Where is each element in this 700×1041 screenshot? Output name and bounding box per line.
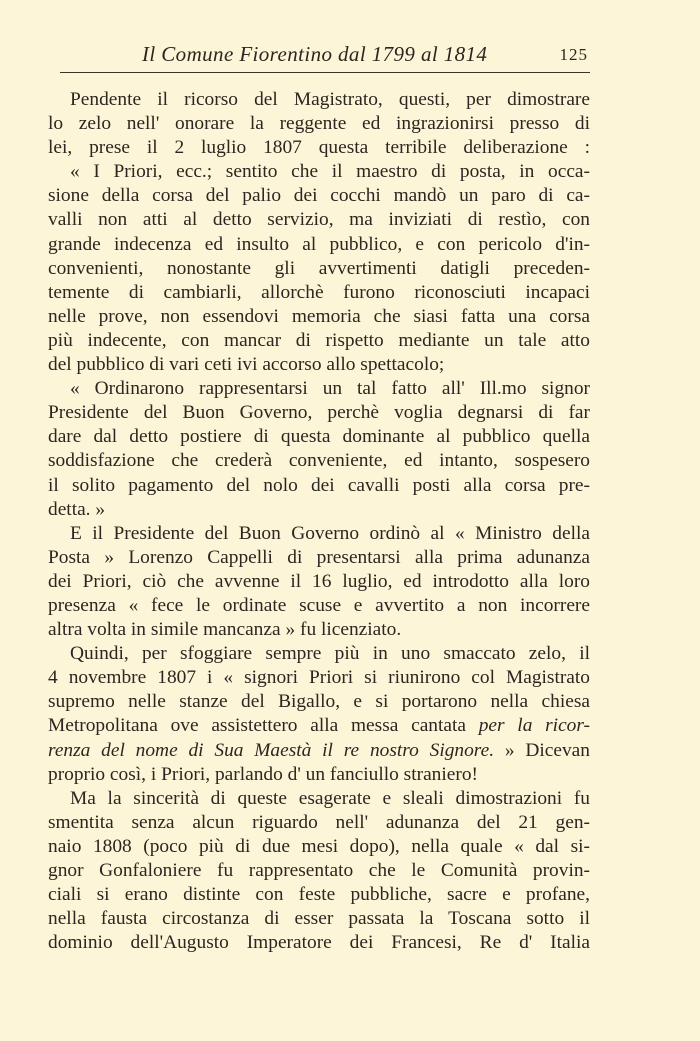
line-text: altra volta in simile mancanza » fu licenziato. [48, 619, 402, 641]
text-line [48, 690, 590, 714]
text-line [48, 546, 590, 570]
text-line [48, 787, 590, 811]
text-line [48, 931, 590, 955]
text-line [48, 498, 590, 522]
text-line [48, 642, 590, 666]
text-line [48, 377, 590, 401]
page-header [60, 42, 590, 72]
text-line [48, 88, 590, 112]
text-line [48, 739, 590, 763]
text-line [48, 449, 590, 473]
text-line [48, 835, 590, 859]
line-text: grande indecenza ed insulto al pubblico, e con pericolo d'in- [48, 233, 590, 255]
text-line [48, 401, 590, 425]
line-text: dare dal detto postiere di questa dominante al pubblico quella [48, 426, 590, 448]
line-text: temente di cambiarli, allorchè furono riconosciuti incapaci [48, 281, 590, 303]
line-text: Pendente il ricorso del Magistrato, questi, per dimostrare [70, 89, 590, 110]
text-line [48, 666, 590, 690]
line-text: Quindi, per sfoggiare sempre più in uno smaccato zelo, il [70, 643, 590, 665]
text-line [48, 305, 590, 329]
text-line [48, 811, 590, 835]
text-line [48, 329, 590, 353]
line-text: nelle prove, non essendovi memoria che siasi fatta una corsa [48, 305, 590, 327]
text-line [48, 594, 590, 618]
line-text: dei Priori, ciò che avvenne il 16 luglio, ed introdotto alla loro [48, 570, 590, 592]
line-text: proprio così, i Priori, parlando d' un fanciullo straniero! [48, 763, 478, 785]
text-line [48, 233, 590, 257]
text-line [48, 281, 590, 305]
line-text: convenienti, nonostante gli avvertimenti datigli preceden- [48, 257, 590, 279]
line-text: del pubblico di vari ceti ivi accorso allo spettacolo; [48, 354, 445, 376]
line-text: nella fausta circostanza di esser passata la Toscana sotto il [48, 908, 590, 930]
text-line [48, 570, 590, 594]
text-line [48, 425, 590, 449]
text-line [48, 257, 590, 281]
italic-text: renza del nome di Sua Maestà il re nostro Signore. [48, 739, 495, 761]
line-text: detta. » [48, 498, 106, 520]
text-line [48, 618, 590, 642]
text-line [48, 474, 590, 498]
line-text: naio 1808 (poco più di due mesi dopo), nella quale « dal si- [48, 835, 590, 857]
line-text: Presidente del Buon Governo, perchè voglia degnarsi di far [48, 402, 590, 424]
line-text: « Ordinarono rappresentarsi un tal fatto all' Ill.mo signor [70, 378, 590, 400]
body-text [48, 88, 590, 955]
line-text: presenza « fece le ordinate scuse e avvertito a non incorrere [48, 594, 590, 616]
text-line [48, 883, 590, 907]
text-line [48, 353, 590, 377]
text-line [48, 907, 590, 931]
running-title: Il Comune Fiorentino dal 1799 al 1814 [142, 42, 488, 66]
italic-text: per la ricor- [478, 715, 590, 737]
line-text: Metropolitana ove assistettero alla messa cantata [48, 715, 479, 737]
line-text: lo zelo nell' onorare la reggente ed ingrazionirsi presso di [48, 113, 590, 135]
line-text: soddisfazione che crederà conveniente, ed intanto, sospesero [48, 450, 590, 472]
line-text: smentita senza alcun riguardo nell' adunanza del 21 gen- [48, 811, 590, 833]
line-text: ciali si erano distinte con feste pubbliche, sacre e profane, [48, 884, 590, 906]
line-text: valli non atti al detto servizio, ma inviziati di restìo, con [48, 209, 590, 231]
line-text: « I Priori, ecc.; sentito che il maestro di posta, in occa- [70, 161, 590, 183]
line-text: gnor Gonfaloniere fu rappresentato che le Comunità provin- [48, 860, 590, 881]
line-text-after: » Dicevan [494, 739, 590, 761]
page-number: 125 [559, 45, 588, 64]
line-text: il solito pagamento del nolo dei cavalli posti alla corsa pre- [48, 474, 590, 496]
line-text: Ma la sincerità di queste esagerate e sleali dimostrazioni fu [70, 787, 590, 809]
line-text: E il Presidente del Buon Governo ordinò al « Ministro della [70, 522, 590, 544]
text-line [48, 714, 590, 738]
line-text: supremo nelle stanze del Bigallo, e si portarono nella chiesa [48, 691, 590, 713]
text-line [48, 763, 590, 787]
text-line [48, 522, 590, 546]
text-line [48, 112, 590, 136]
text-line [48, 859, 590, 883]
line-text: lei, prese il 2 luglio 1807 questa terribile deliberazione : [48, 137, 590, 159]
text-line [48, 136, 590, 160]
line-text: sione della corsa del palio dei cocchi mandò un paro di ca- [48, 185, 590, 207]
text-line [48, 184, 590, 208]
line-text: più indecente, con mancar di rispetto mediante un tale atto [48, 329, 590, 351]
header-rule [60, 72, 590, 73]
line-text: dominio dell'Augusto Imperatore dei Francesi, Re d' Italia [48, 932, 590, 954]
line-text: Posta » Lorenzo Cappelli di presentarsi alla prima adunanza [48, 546, 590, 568]
text-line [48, 208, 590, 232]
text-line [48, 160, 590, 184]
line-text: 4 novembre 1807 i « signori Priori si riunirono col Magistrato [48, 667, 590, 689]
